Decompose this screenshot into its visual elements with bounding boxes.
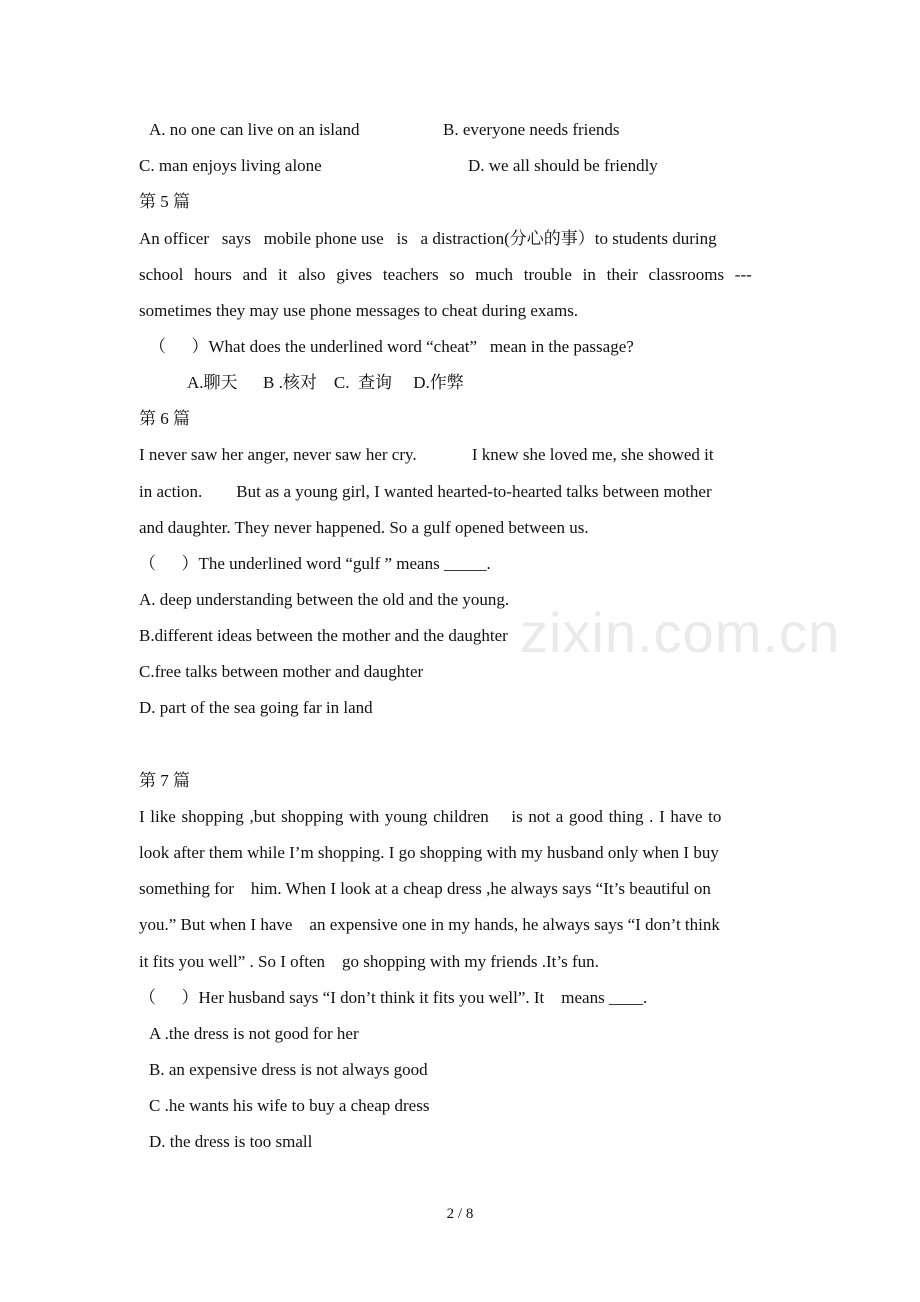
passage-5-heading: 第 5 篇 xyxy=(139,192,190,211)
passage-7-line-5: it fits you well” . So I often go shopping with my friends .It’s fun. xyxy=(139,952,599,971)
passage-7-option-b: B. an expensive dress is not always good xyxy=(149,1060,428,1079)
passage-6-option-c: C.free talks between mother and daughter xyxy=(139,662,424,681)
passage-5-options: A.聊天 B .核对 C. 查询 D.作弊 xyxy=(187,373,464,392)
passage-7-question: （ ）Her husband says “I don’t think it fits you well”. It means ____. xyxy=(139,988,648,1007)
passage-5-line-1: An officer says mobile phone use is a distraction(分心的事）to students during xyxy=(139,229,717,248)
q4-option-a: A. no one can live on an island xyxy=(149,120,360,139)
passage-6-line-2: in action. But as a young girl, I wanted hearted-to-hearted talks between mother xyxy=(139,482,712,501)
passage-7-line-1: I like shopping ,but shopping with young children is not a good thing . I have to xyxy=(139,807,722,826)
passage-6-line-1: I never saw her anger, never saw her cry. I knew she loved me, she showed it xyxy=(139,445,714,464)
q4-option-d: D. we all should be friendly xyxy=(468,156,658,175)
passage-7-option-d: D. the dress is too small xyxy=(149,1132,313,1151)
passage-7-line-4: you.” But when I have an expensive one in my hands, he always says “I don’t think xyxy=(139,915,720,934)
passage-6-option-b: B.different ideas between the mother and the daughter xyxy=(139,626,508,645)
passage-6-option-a: A. deep understanding between the old and the young. xyxy=(139,590,510,609)
passage-5-question: （ ）What does the underlined word “cheat” mean in the passage? xyxy=(149,337,634,356)
passage-6-option-d: D. part of the sea going far in land xyxy=(139,698,373,717)
passage-6-heading: 第 6 篇 xyxy=(139,409,190,428)
passage-6-question: （ ）The underlined word “gulf ” means _____. xyxy=(139,554,491,573)
passage-5-line-3: sometimes they may use phone messages to cheat during exams. xyxy=(139,301,579,320)
page-number: 2 / 8 xyxy=(446,1206,474,1222)
watermark: zixin.com.cn xyxy=(520,601,841,664)
passage-7-heading: 第 7 篇 xyxy=(139,771,190,790)
passage-7-option-a: A .the dress is not good for her xyxy=(149,1024,359,1043)
passage-7-option-c: C .he wants his wife to buy a cheap dress xyxy=(149,1096,430,1115)
passage-6-line-3: and daughter. They never happened. So a gulf opened between us. xyxy=(139,518,589,537)
passage-7-line-3: something for him. When I look at a cheap dress ,he always says “It’s beautiful on xyxy=(139,879,711,898)
q4-option-c: C. man enjoys living alone xyxy=(139,156,322,175)
passage-5-line-2: school hours and it also gives teachers so much trouble in their classrooms --- xyxy=(139,265,752,284)
passage-7-line-2: look after them while I’m shopping. I go shopping with my husband only when I buy xyxy=(139,843,719,862)
q4-option-b: B. everyone needs friends xyxy=(443,120,620,139)
